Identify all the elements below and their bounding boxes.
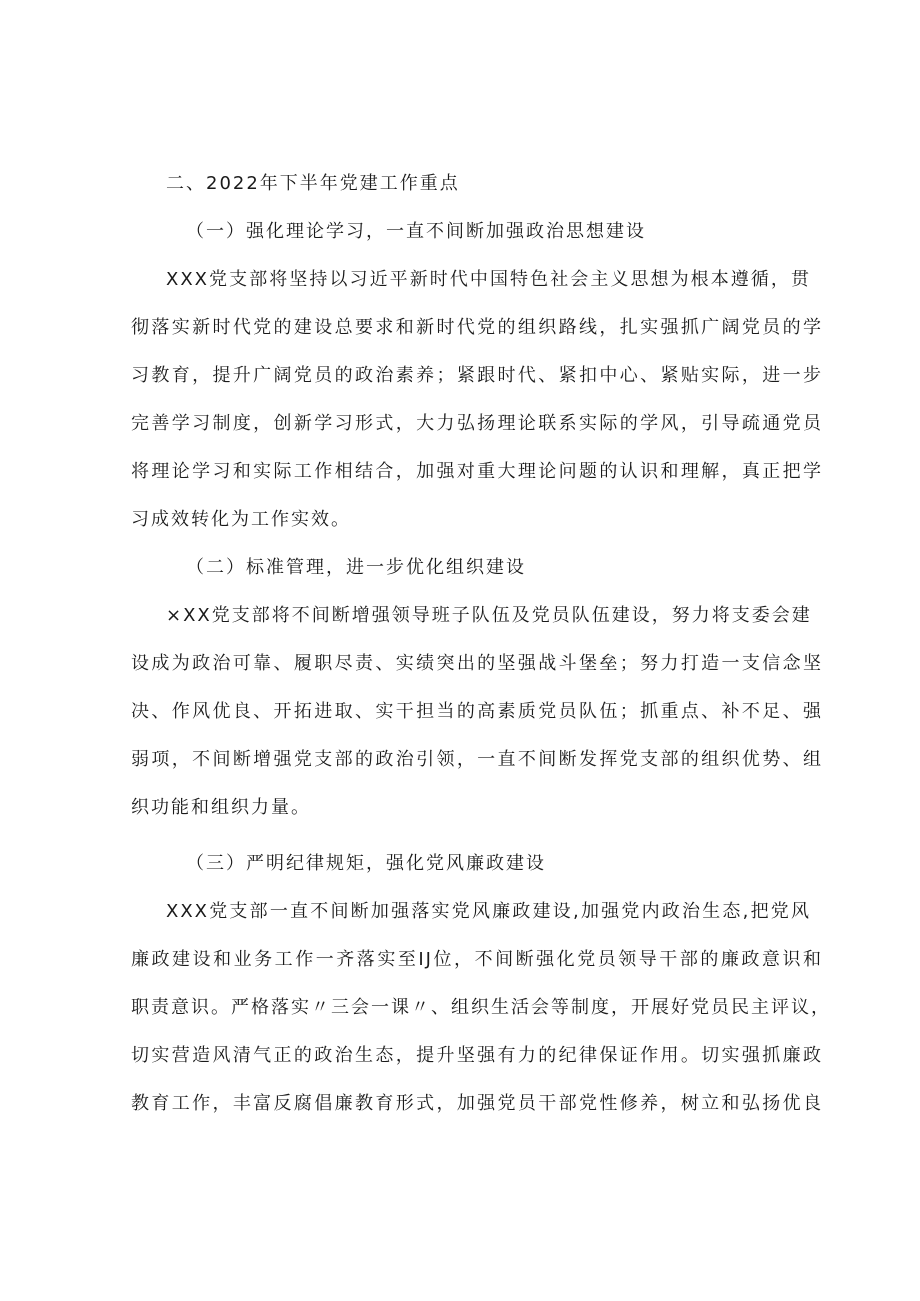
section1-line-4: 完善学习制度，创新学习形式，大力弘扬理论联系实际的学风，引导疏通党员 (131, 413, 823, 434)
section2-line-3: 决、作风优良、开拓进取、实干担当的高素质党员队伍；抓重点、补不足、强 (131, 701, 823, 722)
section3-line-4: 切实营造风清气正的政治生态，提升坚强有力的纪律保证作用。切实强抓廉政 (131, 1045, 823, 1066)
section2-line-1: ×XX党支部将不间断增强领导班子队伍及党员队伍建设，努力将支委会建 (166, 605, 812, 626)
section2-line-5: 织功能和组织力量。 (131, 797, 311, 818)
section1-line-1: XXX党支部将坚持以习近平新时代中国特色社会主义思想为根本遵循，贯 (166, 269, 811, 290)
section-title: 二、2022年下半年党建工作重点 (166, 173, 460, 194)
section3-heading: （三）严明纪律规矩，强化党风廉政建设 (186, 853, 546, 874)
section3-line-5: 教育工作，丰富反腐倡廉教育形式，加强党员干部党性修养，树立和弘扬优良 (131, 1093, 823, 1114)
section2-line-2: 设成为政治可靠、履职尽责、实绩突出的坚强战斗堡垒；努力打造一支信念坚 (131, 653, 823, 674)
section3-line-1: XXX党支部一直不间断加强落实党风廉政建设,加强党内政治生态,把党风 (166, 901, 811, 922)
section1-line-6: 习成效转化为工作实效。 (131, 509, 351, 530)
section2-heading: （二）标准管理，进一步优化组织建设 (186, 557, 526, 578)
section1-heading: （一）强化理论学习，一直不间断加强政治思想建设 (186, 221, 646, 242)
section3-line-2: 廉政建设和业务工作一齐落实至IJ位，不间断强化党员领导干部的廉政意识和 (131, 949, 823, 970)
section1-line-5: 将理论学习和实际工作相结合，加强对重大理论问题的认识和理解，真正把学 (131, 461, 823, 482)
section3-line-3: 职责意识。严格落实〃三会一课〃、组织生活会等制度，开展好党员民主评议， (131, 997, 831, 1018)
section1-line-2: 彻落实新时代党的建设总要求和新时代党的组织路线，扎实强抓广阔党员的学 (131, 317, 823, 338)
section1-line-3: 习教育，提升广阔党员的政治素养；紧跟时代、紧扣中心、紧贴实际，进一步 (131, 365, 823, 386)
section2-line-4: 弱项，不间断增强党支部的政治引领，一直不间断发挥党支部的组织优势、组 (131, 749, 823, 770)
